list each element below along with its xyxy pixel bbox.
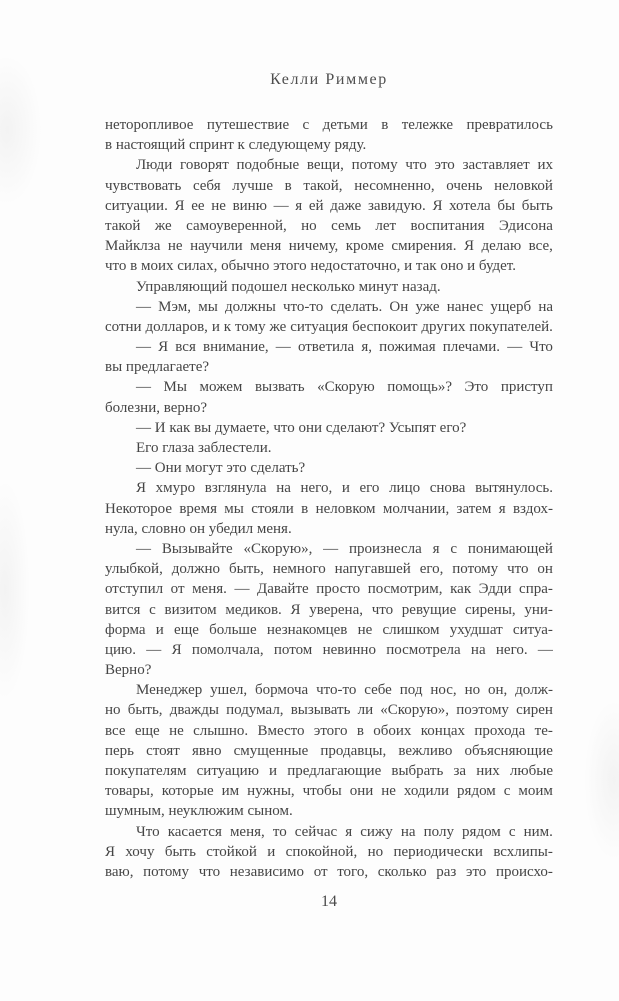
text-line: Люди говорят подобные вещи, потому что это заставляет их (136, 157, 553, 174)
body-text (105, 115, 553, 882)
text-line: болезни, верно? (105, 399, 208, 416)
text-line: отступил от меня. — Давайте просто посмотрим, как Эдди спра- (105, 581, 553, 598)
text-line: Некоторое время мы стояли в неловком молчании, затем я вздох- (105, 500, 553, 517)
text-line: — Я вся внимание, — ответила я, пожимая плечами. — Что (136, 339, 553, 356)
running-header: Келли Риммер (270, 71, 388, 88)
scan-artifact (0, 55, 42, 205)
text-line: что в моих силах, обычно этого недостаточно, и так оно и будет. (105, 258, 516, 275)
text-line: в настоящий спринт к следующему ряду. (105, 137, 367, 154)
text-line: нула, словно он убедил меня. (105, 520, 292, 537)
scan-artifact (584, 700, 619, 860)
text-line: ситуации. Я ее не виню — я ей даже завидую. Я хотела бы быть (105, 197, 553, 214)
text-line: — Вызывайте «Скорую», — произнесла я с понимающей (136, 540, 553, 557)
text-line: товары, которые им нужны, чтобы они не ходили рядом с моим (105, 783, 553, 800)
text-line: — Они могут это сделать? (136, 460, 306, 477)
scan-artifact (0, 480, 30, 700)
text-line: Майклза не научили меня ничему, кроме смирения. Я делаю все, (105, 238, 553, 255)
text-line: Я хочу быть стойкой и спокойной, но периодически всхлипы- (105, 843, 553, 860)
text-line: вы предлагаете? (105, 359, 210, 376)
text-line: форма и еще больше незнакомцев не слишком ухудшат ситуа- (105, 621, 553, 638)
page-number: 14 (321, 893, 337, 910)
text-line: сотни долларов, и к тому же ситуация беспокоит других покупателей. (105, 318, 553, 335)
text-line: — Мы можем вызвать «Скорую помощь»? Это приступ (136, 379, 553, 396)
text-line: улыбкой, должно быть, немного напугавшей его, потому что он (105, 561, 553, 578)
text-line: такой же самоуверенной, но семь лет воспитания Эдисона (105, 217, 553, 234)
text-line: Управляющий подошел несколько минут назад. (136, 278, 441, 295)
text-line: Менеджер ушел, бормоча что-то себе под нос, но он, долж- (136, 682, 553, 699)
text-line: неторопливое путешествие с детьми в тележке превратилось (105, 117, 553, 133)
text-line: все еще не слышно. Вместо этого в обоих концах прохода те- (105, 722, 553, 739)
text-line: перь стоят явно смущенные продавцы, вежливо объясняющие (105, 742, 553, 759)
text-line: ваю, потому что независимо от того, сколько раз это происхо- (105, 863, 553, 880)
text-line: Что касается меня, то сейчас я сижу на полу рядом с ним. (136, 823, 553, 840)
text-line: цию. — Я помолчала, потом невинно посмотрела на него. — (105, 641, 553, 658)
text-line: — И как вы думаете, что они сделают? Усыпят его? (136, 419, 467, 436)
text-line: покупателям ситуацию и предлагающие выбрать за них любые (105, 763, 553, 779)
text-line: — Мэм, мы должны что-то сделать. Он уже нанес ущерб на (136, 298, 553, 315)
text-line: чувствовать себя лучше в такой, несомненно, очень неловкой (105, 177, 553, 194)
text-line: шумным, неуклюжим сыном. (105, 803, 293, 820)
text-line: но быть, дважды подумал, вызывать ли «Скорую», поэтому сирен (105, 702, 553, 719)
text-line: Верно? (105, 662, 152, 679)
text-line: Его глаза заблестели. (136, 440, 272, 456)
text-line: Я хмуро взглянула на него, и его лицо снова вытянулось. (136, 480, 553, 497)
text-line: вится с визитом медиков. Я уверена, что ревущие сирены, уни- (105, 601, 553, 618)
